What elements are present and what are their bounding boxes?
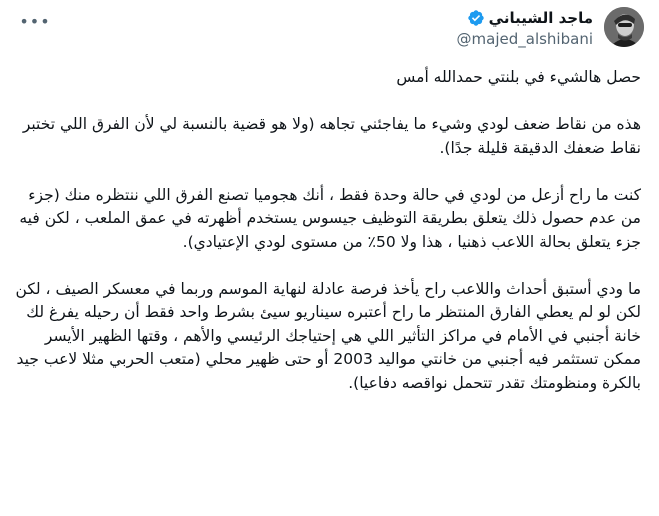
author-name-row bbox=[467, 8, 593, 28]
tweet-paragraph: ما ودي أستبق أحداث واللاعب راح يأخذ فرصة عادلة لنهاية الموسم وربما في معسكر الصيف ، لكن لكن لو لم يعطي الفارق المنتظر ما راح أعتبره سيناريو سيئ بشرط واحد فقط أن رحيله يفرغ لك خانة أجنبي في الأمام في مراكز التأثير اللي هي إحتياجك الرئيسي والأهم ، وقتها الظهير الأيسر ممكن تستثمر فيه أجنبي من خانتي مواليد 2003 أو حتى ظهير محلي (متعب الحربي مثلا لاعب جيد بالكرة ومنظومتك تقدر تتحمل نواقصه دفاعيا). bbox=[15, 279, 641, 392]
more-options-icon: ••• bbox=[19, 11, 51, 31]
author-handle[interactable]: @majed_alshibani bbox=[456, 30, 593, 48]
verified-badge-icon bbox=[467, 9, 485, 27]
more-options-button[interactable] bbox=[19, 10, 51, 32]
tweet-paragraph: حصل هالشيء في بلنتي حمدالله أمس bbox=[396, 68, 641, 86]
avatar-image bbox=[604, 7, 644, 47]
tweet-paragraph: كنت ما راح أزعل من لودي في حالة وحدة فقط ، أنك هجوميا تصنع الفرق اللي ننتظره منك (جزء من عدم حصول ذلك يتعلق بطريقة التوظيف جيسوس يستخدم أظهرته في عمق الملعب ، لكن فيه جزء يتعلق بحالة اللاعب ذهنيا ، هذا ولا 50٪ من مستوى لودي الإعتيادي). bbox=[19, 185, 641, 251]
author-avatar[interactable] bbox=[604, 7, 644, 47]
tweet-paragraph: هذه من نقاط ضعف لودي وشيء ما يفاجئني تجاهه (ولا هو قضية بالنسبة لي لأن الفرق اللي تختبر نقاط ضعفك الدقيقة قليلة جدًا). bbox=[22, 115, 641, 157]
author-display-name[interactable]: ماجد الشيباني bbox=[488, 9, 593, 27]
tweet-text bbox=[13, 66, 641, 395]
tweet-header bbox=[0, 0, 659, 60]
